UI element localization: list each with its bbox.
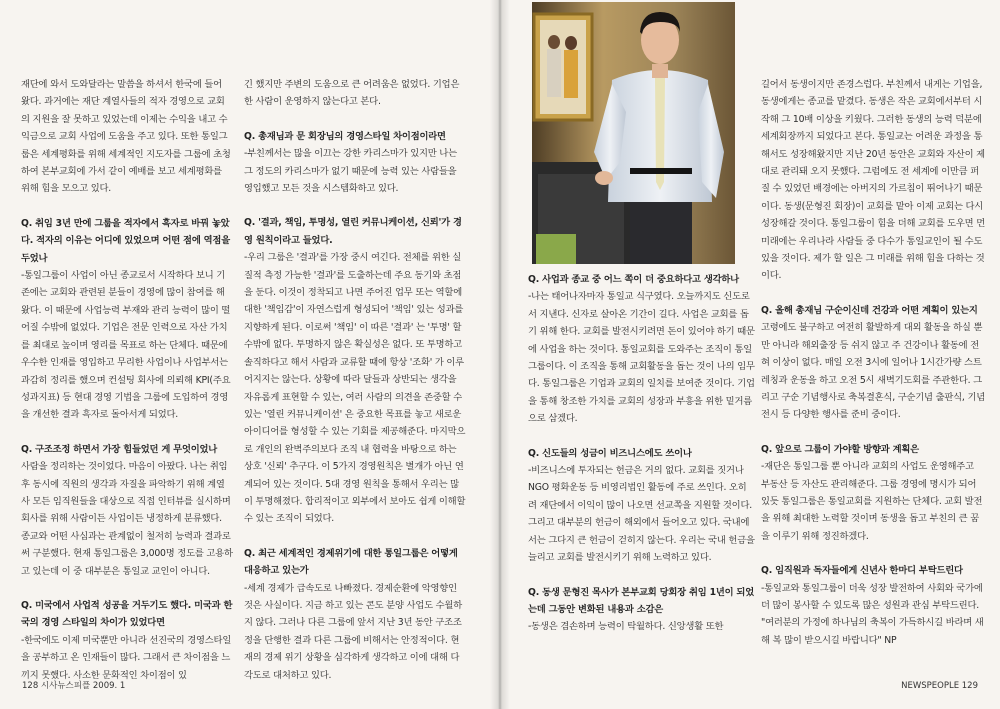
interview-question: Q. 미국에서 사업적 성공을 거두기도 했다. 미국과 한국의 경영 스타일의 차이가 있었다면 [21,599,233,629]
paragraph-gap [244,528,466,545]
interview-question: Q. 구조조정 하면서 가장 힘들었던 게 무엇이었나 [21,443,218,455]
paragraph-gap [528,567,755,584]
paragraph-gap [21,424,233,441]
interview-answer: -부친께서는 많을 이끄는 강한 카리스마가 있지만 나는 그 정도의 카리스마가 없기 때문에 능력 있는 사람들을 영입했고 모든 것을 시스템화하고 있다. [244,148,457,195]
interview-question: Q. 신도들의 성금이 비즈니스에도 쓰이나 [528,447,692,459]
paragraph-gap [761,545,985,562]
page-gutter [490,0,510,709]
interview-answer: -비즈니스에 투자되는 헌금은 거의 없다. 교회를 짓거나 NGO 평화운동 등 비영리법인 활동에 주로 쓰인다. 오히려 재단에서 이익이 많이 나오면 선교쪽을 지원할 것이다. 그리고 대부분의 헌금이 해외에서 들어오고 있다. 국내에서는 그다지 큰 헌금이 걷히지 않는다. 우리는 국내 헌금을 늘리고 교회를 발전시키기 위해 노력하고 있다. [528,465,755,564]
paragraph-gap [21,198,233,215]
interview-answer: -동생은 겸손하며 능력이 탁월하다. 신앙생활 또한 [528,621,724,633]
left-page-column-1 [21,76,233,684]
interview-question: Q. 임직원과 독자들에게 신년사 한마디 부탁드린다 [761,565,963,577]
paragraph-gap [761,424,985,441]
interview-answer: -통일그룹이 사업이 아닌 종교로서 시작하다 보니 기존에는 교회와 관련된 분들이 경영에 많이 참여를 해왔다. 이 때문에 사업능력 부재와 관리 능력이 많이 떨어질 수밖에 없었다. 기업은 전문 인력으로 자산 가치를 최대로 높이며 영리를 목표로 하는 단체다. 때문에 우수한 인재를 영입하고 무리한 사업이나 사업부서는 과감히 정리를 했으며 컨설팅 회사에 의뢰해 KPI(주요성과지표) 등 현대 경영 기법을 그룹에 도입하여 경영을 개선한 결과 흑자로 돌아서게 되었다. [21,270,231,421]
interview-question: Q. 동생 문형진 목사가 본부교회 당회장 취임 1년이 되었는데 그동안 변화된 내용과 소감은 [528,586,754,615]
interview-answer: -우리 그룹은 '결과'를 가장 중시 여긴다. 전체를 위한 실질적 측정 가능한 '결과'를 도출하는데 주요 동기와 초점을 둔다. 이것이 정착되고 나면 주어진 업무 또는 역할에 대한 '책임감'이 자연스럽게 형성되어 '책임' 있는 성과를 지향하게 된다. 이로써 '책임' 이 따른 '결과' 는 '투명' 할 수밖에 없다. 투명하지 않은 확실성은 없다. 또 투명하고 솔직하다고 해서 사람과 교류할 때에 항상 '조화' 가 이루어지지는 않는다. 상황에 따라 달들과 상반되는 생각을 자유롭게 표현할 수 있는, 여러 사람의 의견을 존중할 수 있는 '열린 커뮤니케이션' 은 중요한 목표를 놓고 새로운 아이디어를 형성할 수 있는 기회를 제공해준다. 마지막으로 개인의 완벽주의보다 조직 내 협력을 바탕으로 하는 상호 '신뢰' 추구다. 이 5가지 경영원칙은 별개가 아닌 연계되어 있는 것이다. 5대 경영 원칙을 통해서 우리는 많이 투명해졌다. 합리적이고 외부에서 보아도 쉽게 이해할 수 있는 조직이 되었다. [244,252,466,525]
portrait-photo [532,2,735,264]
paragraph-gap [21,580,233,597]
interview-answer: -나는 태어나자마자 통일교 식구였다. 오늘까지도 신도로서 지낸다. 신자로 살아온 기간이 길다. 사업은 교회를 돕기 위해 한다. 교회를 발전시키려면 돈이 있어야 하기 때문에 사업을 하는 것이다. 통일교회를 도와주는 조직이 통일그룹이다. 이 조직을 통해 교회활동을 돕는 것이 나의 임무다. 통일그룹은 기업과 교회의 일치를 보여준 것이다. 기업을 통해 창조한 가치를 교회의 성장과 부흥을 위한 밑거름으로 삼겠다. [528,291,755,425]
paragraph-gap [528,428,755,445]
interview-answer: -한국에도 이제 미국뿐만 아니라 선진국의 경영스타일을 공부하고 온 인재들이 많다. 그래서 큰 차이점을 느끼지 못했다. 사소한 문화적인 차이점이 있 [21,634,232,681]
paragraph-gap [761,285,985,302]
interview-answer: 길어서 동생이지만 존경스럽다. 부친께서 내게는 기업을, 동생에게는 종교를 맡겼다. 동생은 작은 교회에서부터 시작해 그 10배 이상을 키웠다. 그러한 동생의 능력 덕분에 세계회장까지 되었다고 본다. 통일교는 어려운 과정을 통해서도 성장해왔지만 지난 20년 동안은 교회와 자산이 제대로 관리돼 오지 못했다. 그럼에도 전 세계에 이만큼 퍼질 수 있었던 배경에는 아버지의 가르침이 뛰어나기 때문이다. 동생(문형진 회장)이 교회를 맡아 이제 교회는 다시 성장해갈 것이다. 통일그룹이 힘을 더해 교회를 도우면 먼 미래에는 우리나라 사람들 중 다수가 통일교인이 될 수도 있을 것이다. 제가 할 일은 그 미래를 위해 힘을 다하는 것이다. [761,79,986,282]
interview-question: Q. 취임 3년 만에 그룹을 적자에서 흑자로 바꿔 놓았다. 적자의 이유는 어디에 있었으며 어떤 점에 역점을 두었나 [21,217,230,264]
interview-answer: -세계 경제가 급속도로 나빠졌다. 경제순환에 악영향인 것은 사실이다. 지금 하고 있는 콘도 분양 사업도 수월하지 않다. 그러나 다른 그룹에 앞서 지난 3년 동안 구조조정을 단행한 결과 다른 그룹에 비해서는 안정적이다. 현재의 경제 위기 상황을 심각하게 생각하고 이에 대해 다각도로 대처하고 있다. [244,582,462,681]
interview-answer: 사람을 정리하는 것이었다. 마음이 아팠다. 나는 취임 후 동시에 직원의 생각과 자질을 파악하기 위해 계열사 모든 임직원들을 대상으로 직접 인터뷰를 실시하며 회사를 위해 사람이든 사업이든 냉정하게 분류했다. 종교와 어떤 사심과는 관계없이 철저히 능력과 결과로써 구분했다. 현재 통일그룹은 3,000명 정도를 고용하고 있는데 이 중 대부분은 통일교 교인이 아니다. [21,461,233,577]
paragraph-gap [244,197,466,214]
left-page-column-2 [244,76,466,684]
right-page-column-1 [528,271,755,636]
interview-question: Q. 총재님과 문 회장님의 경영스타일 차이점이라면 [244,130,446,142]
interview-answer: -통일교와 통일그룹이 더욱 성장 발전하여 사회와 국가에 더 많이 봉사할 수 있도록 많은 성원과 관심 부탁드린다. "여러분의 가정에 하나님의 축복이 가득하시길 바라며 새해 복 많이 받으시길 바랍니다" NP [761,582,984,646]
interview-answer: 재단에 와서 도와달라는 말씀을 하셔서 한국에 들어 왔다. 과거에는 재단 계열사들의 적자 경영으로 교회의 지원을 잘 못하고 있었는데 이제는 수익을 내고 수익금으로 교회 사업에 도움을 주고 있다. 또한 통일그룹은 세계평화를 위해 세계적인 지도자를 그룹에 초청하여 본부교회에 가서 같이 예배를 보고 세계평화를 위해 힘을 모으고 있다. [21,79,231,195]
interview-answer: 고령에도 불구하고 여전히 활발하게 대외 활동을 하실 뿐만 아니라 해외출장 등 쉬지 않고 주 건강이나 활동에 전혀 이상이 없다. 매일 오전 3시에 일어나 1시간가량 스트레칭과 운동을 하고 오전 5시 새벽기도회를 주관한다. 그리고 구순 기념행사로 축복결혼식, 구순기념 출판식, 기념전시 등 다양한 행사를 준비 중이다. [761,322,986,421]
right-page-column-2 [761,76,985,649]
interview-question: Q. '결과, 책임, 투명성, 열린 커뮤니케이션, 신뢰'가 경영 원칙이라고 들었다. [244,217,462,246]
left-page-footer: 128 시사뉴스피플 2009. 1 [22,681,126,691]
paragraph-gap [244,111,466,128]
interview-question: Q. 올해 총재님 구순이신데 건강과 어떤 계획이 있는지 [761,304,978,316]
interview-question: Q. 앞으로 그룹이 가야할 방향과 계획은 [761,443,919,455]
interview-question: Q. 사업과 종교 중 어느 쪽이 더 중요하다고 생각하나 [528,274,739,285]
interview-answer: -재단은 통일그룹 뿐 아니라 교회의 사업도 운영해주고 부동산 등 자산도 관리해준다. 그룹 경영에 명시가 되어 있듯 통일그룹은 통일교회를 지원하는 단체다. 교회 발전을 위해 최대한 노력할 것이며 동생을 돕고 부친의 큰 꿈을 이루기 위해 정진하겠다. [761,461,983,542]
right-page-footer: NEWSPEOPLE 129 [901,681,978,691]
left-page [0,0,497,709]
interview-answer: 긴 했지만 주변의 도움으로 큰 어려움은 없었다. 기업은 한 사람이 운영하지 않는다고 본다. [244,79,460,108]
interview-question: Q. 최근 세계적인 경제위기에 대한 통일그룹은 어떻게 대응하고 있는가 [244,547,458,577]
